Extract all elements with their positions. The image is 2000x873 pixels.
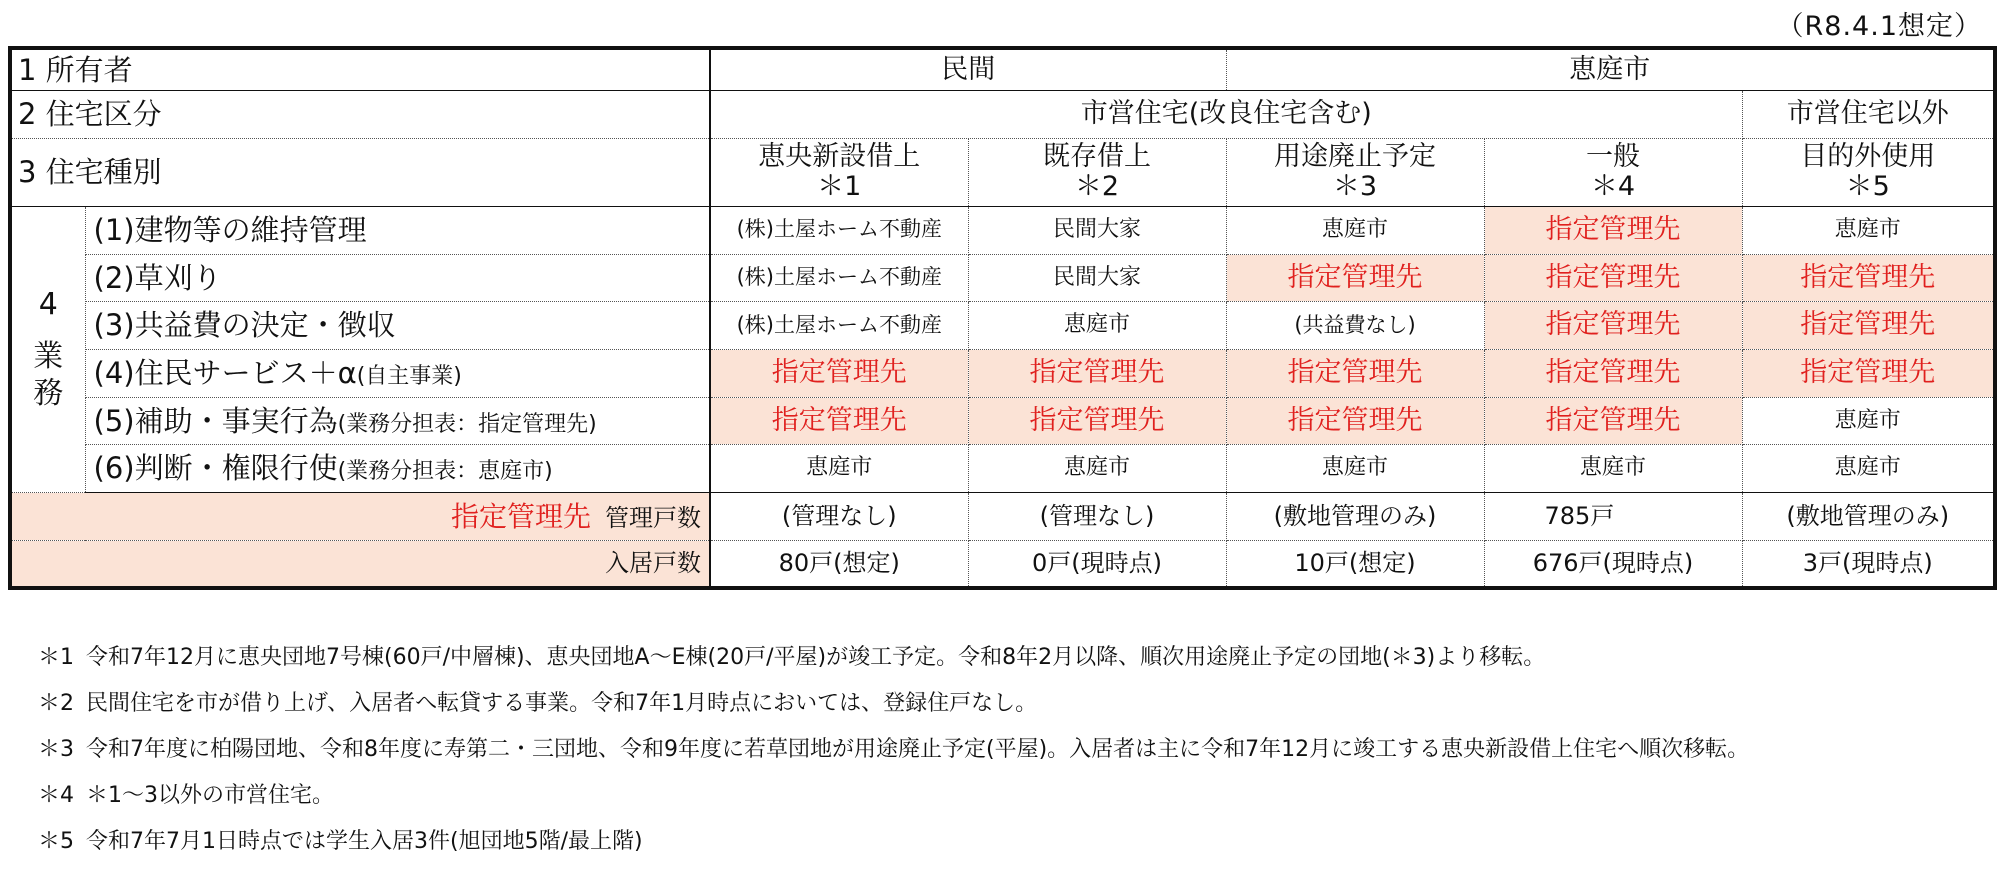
occupied-cell: 3戸(現時点)	[1742, 540, 1995, 588]
footnote: ＊5 令和7年7月1日時点では学生入居3件(旭団地5階/最上階)	[38, 829, 643, 854]
task-cell: 指定管理先	[1484, 302, 1742, 350]
group-label-tasks: 4 業 務	[10, 206, 85, 492]
task-cell: 民間大家	[968, 254, 1226, 302]
managed-cell: 785戸	[1484, 493, 1742, 541]
occupied-row	[10, 540, 1995, 588]
type-cell: 既存借上 ＊2	[968, 138, 1226, 206]
task-cell: 恵庭市	[1484, 445, 1742, 493]
task-cell: 指定管理先	[1484, 254, 1742, 302]
managed-cell: (敷地管理のみ)	[1742, 493, 1995, 541]
task-cell: 恵庭市	[710, 445, 968, 493]
managed-cell: (敷地管理のみ)	[1226, 493, 1484, 541]
footnote: ＊1 令和7年12月に恵央団地7号棟(60戸/中層棟)、恵央団地A～E棟(20戸/平屋)が竣工予定。令和8年2月以降、順次用途廃止予定の団地(＊3)より移転。	[38, 645, 1546, 670]
task-cell: 恵庭市	[1226, 445, 1484, 493]
managed-row	[10, 493, 1995, 541]
owner-row	[10, 48, 1995, 91]
task-cell: 指定管理先	[1484, 349, 1742, 397]
occupied-cell: 80戸(想定)	[710, 540, 968, 588]
task-cell: 指定管理先	[1742, 302, 1995, 350]
task-label: (4)住民サービス＋α(自主事業)	[85, 349, 710, 397]
category-label: 2 住宅区分	[10, 91, 710, 139]
task-cell: (株)土屋ホーム不動産	[710, 206, 968, 254]
task-label: (2)草刈り	[85, 254, 710, 302]
type-cell: 目的外使用 ＊5	[1742, 138, 1995, 206]
task-cell: 恵庭市	[968, 302, 1226, 350]
occupied-cell: 0戸(現時点)	[968, 540, 1226, 588]
task-label: (1)建物等の維持管理	[85, 206, 710, 254]
managed-org: 指定管理先	[451, 499, 592, 533]
task-cell: 指定管理先	[1226, 254, 1484, 302]
task-cell: 指定管理先	[1742, 349, 1995, 397]
category-row	[10, 91, 1995, 139]
date-note: （R8.4.1想定）	[1776, 11, 1982, 42]
task-cell: 指定管理先	[710, 397, 968, 445]
managed-label: 指定管理先 管理戸数	[10, 493, 710, 541]
type-cell: 一般 ＊4	[1484, 138, 1742, 206]
occupied-label: 入居戸数	[10, 540, 710, 588]
task-cell: 民間大家	[968, 206, 1226, 254]
task-label: (3)共益費の決定・徴収	[85, 302, 710, 350]
managed-cell: (管理なし)	[968, 493, 1226, 541]
footnote: ＊3 令和7年度に柏陽団地、令和8年度に寿第二・三団地、令和9年度に若草団地が用途廃止予定(平屋)。入居者は主に令和7年12月に竣工する恵央新設借上住宅へ順次移転。	[38, 737, 1750, 762]
category-municipal: 市営住宅(改良住宅含む)	[710, 91, 1742, 139]
type-cell: 用途廃止予定 ＊3	[1226, 138, 1484, 206]
task-row	[10, 302, 1995, 350]
task-label: (6)判断・権限行使(業務分担表：恵庭市)	[85, 445, 710, 493]
task-cell: 恵庭市	[968, 445, 1226, 493]
task-cell: (共益費なし)	[1226, 302, 1484, 350]
task-row	[10, 206, 1995, 254]
footnote: ＊4 ＊1～3以外の市営住宅。	[38, 783, 334, 808]
task-cell: 恵庭市	[1742, 397, 1995, 445]
task-cell: 指定管理先	[968, 397, 1226, 445]
owner-city: 恵庭市	[1226, 48, 1995, 91]
housing-task-table	[8, 46, 1997, 590]
task-row	[10, 254, 1995, 302]
task-cell: 指定管理先	[1484, 206, 1742, 254]
footnote: ＊2 民間住宅を市が借り上げ、入居者へ転貸する事業。令和7年1月時点においては、登録住戸なし。	[38, 691, 1038, 716]
type-row	[10, 138, 1995, 206]
task-cell: 恵庭市	[1226, 206, 1484, 254]
task-cell: 指定管理先	[1226, 349, 1484, 397]
task-cell: 恵庭市	[1742, 206, 1995, 254]
task-row	[10, 445, 1995, 493]
occupied-cell: 10戸(想定)	[1226, 540, 1484, 588]
footnotes	[38, 640, 1749, 870]
task-cell: (株)土屋ホーム不動産	[710, 254, 968, 302]
owner-label: 1 所有者	[10, 48, 710, 91]
occupied-cell: 676戸(現時点)	[1484, 540, 1742, 588]
task-cell: 指定管理先	[710, 349, 968, 397]
task-cell: 恵庭市	[1742, 445, 1995, 493]
task-cell: 指定管理先	[968, 349, 1226, 397]
category-other: 市営住宅以外	[1742, 91, 1995, 139]
managed-cell: (管理なし)	[710, 493, 968, 541]
task-cell: (株)土屋ホーム不動産	[710, 302, 968, 350]
task-row	[10, 349, 1995, 397]
task-row	[10, 397, 1995, 445]
owner-private: 民間	[710, 48, 1226, 91]
type-cell: 恵央新設借上 ＊1	[710, 138, 968, 206]
task-label: (5)補助・事実行為(業務分担表：指定管理先)	[85, 397, 710, 445]
task-cell: 指定管理先	[1484, 397, 1742, 445]
type-label: 3 住宅種別	[10, 138, 710, 206]
task-cell: 指定管理先	[1742, 254, 1995, 302]
task-cell: 指定管理先	[1226, 397, 1484, 445]
